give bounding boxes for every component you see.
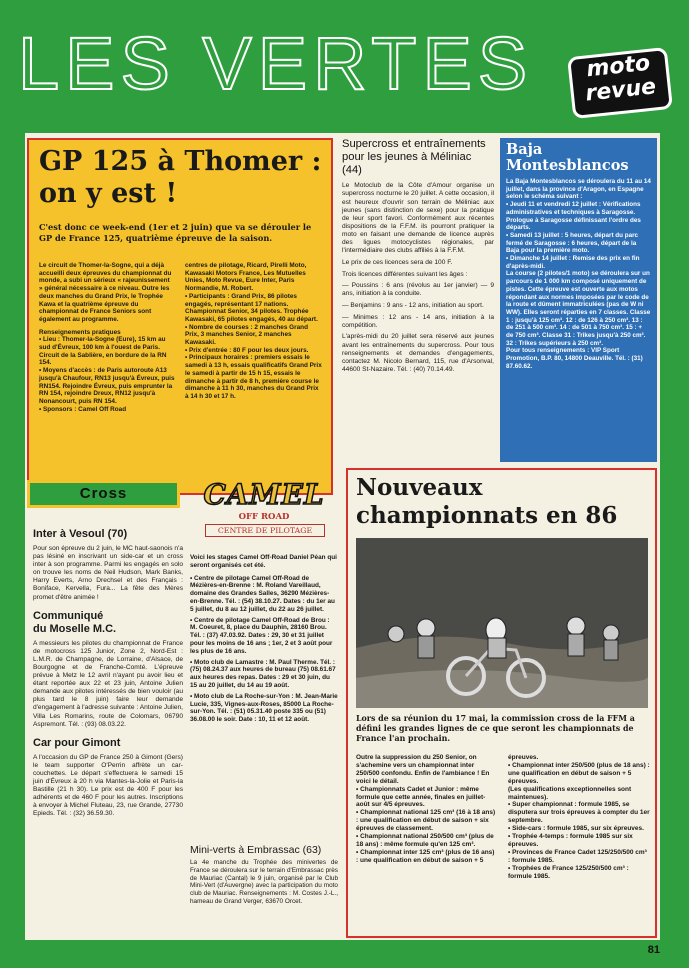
baja-p2: • Samedi 13 juillet : 5 heures, départ du parc fermé de Saragosse : 6 heures, départ de la Baja pour la première moto. xyxy=(506,231,639,255)
nouveaux-col2-p0: épreuves. xyxy=(508,754,539,761)
camel-logo-sub1: OFF ROAD xyxy=(238,512,290,522)
camel-logo xyxy=(199,478,329,550)
baja-body xyxy=(506,178,651,371)
embrassac-article xyxy=(190,844,338,909)
nouveaux-col1-p1: • Championnats Cadet et Junior : même formule que cette année, finales en juillet-août sur 4/5 épreuves. xyxy=(356,785,486,809)
camel-logo-word: CAMEL xyxy=(203,478,325,511)
thomer-col1-p2: • Lieu : Thomer-la-Sogne (Eure), 15 km au sud d'Évreux, 100 km à l'ouest de Paris. Circuit de la Sablière, en bordure de la RN 154. xyxy=(39,336,167,367)
moselle-p0: A messieurs les pilotes du championnat de France de motocross 125 Junior, Zone 2, Nord-Est : L.M.R. de Champagne, de Lorraine, d'Alsace, de Bourgogne et de Franche-Comté. L'épreuve prévue à Metz le 12 avril n'ayant pu avoir lieu et étant reportée aux 22 et 23 juin, Antoine Julien demande aux pilotes intéressés de bien vouloir (au plus tard le 8 juin) faire leur demande d'engagement à l'adresse suivante : Antoine Julien, Villa Les Romarins, route de Colomars, 06790 Aspremont. Tél. : (93) 08.03.22. xyxy=(33,639,183,728)
thomer-col2-p5: • Principaux horaires : premiers essais le samedi à 13 h, essais qualificatifs Grand Prix le samedi à partir de 15 h 15, essais le dimanche à partir de 8 h, première course le dimanche à 11 h 30, manches du Grand Prix à 14 h 30 et 17 h. xyxy=(185,354,322,400)
thomer-col2-p0: centres de pilotage, Ricard, Pirelli Moto, Kawasaki Motors France, Les Mutuelles Unies, Moto Revue, Eure Inter, Paris Normandie, M. Robert. xyxy=(185,262,307,293)
left-column xyxy=(33,528,183,822)
nouveaux-col2 xyxy=(508,754,650,881)
nouveaux-col2-p7: • Trophées de France 125/250/500 cm³ : formule 1985. xyxy=(508,864,629,880)
supercross-p3: — Poussins : 6 ans (révolus au 1er janvier) — 9 ans, initiation à la conduite. xyxy=(342,282,494,298)
embrassac-title: Mini-verts à Embrassac (63) xyxy=(190,844,322,856)
camel-intro: Voici les stages Camel Off-Road Daniel Péan qui seront organisés cet été. xyxy=(190,554,337,569)
camel-logo-sub2: CENTRE DE PILOTAGE xyxy=(205,524,325,537)
masthead xyxy=(0,0,689,133)
supercross-p5: — Minimes : 12 ans - 14 ans, initiation à la compétition. xyxy=(342,313,494,329)
nouveaux-article xyxy=(346,468,657,938)
supercross-p1: Le prix de ces licences sera de 100 F. xyxy=(342,258,453,266)
thomer-col1-p1: Renseignements pratiques xyxy=(39,328,121,336)
thomer-col2-p3: • Nombre de courses : 2 manches Grand Prix, 3 manches Senior, 2 manches Kawasaki. xyxy=(185,323,308,347)
moselle-body xyxy=(33,640,183,729)
supercross-article xyxy=(342,138,494,456)
thomer-title-line1: GP 125 à Thomer : xyxy=(39,146,322,177)
baja-p3: • Dimanche 14 juillet : Remise des prix en fin d'après-midi. xyxy=(506,255,640,270)
supercross-p4: — Benjamins : 9 ans - 12 ans, initiation au sport. xyxy=(342,301,484,309)
right-margin-strip xyxy=(660,133,689,968)
logo-top-text: moto xyxy=(585,50,652,83)
gimont-body xyxy=(33,754,183,819)
nouveaux-col2-p6: • Provinces de France Cadet 125/250/500 cm³ : formule 1985. xyxy=(508,848,647,864)
left-margin-strip xyxy=(0,133,25,968)
nouveaux-title-line1: Nouveaux xyxy=(356,474,483,501)
camel-body xyxy=(190,554,338,724)
embrassac-body xyxy=(190,859,338,906)
baja-p5: Pour tous renseignements : VIP Sport Promotion, B.P. 80, 14800 Deauville. Tél. : (31) 87.60.62. xyxy=(506,347,643,370)
thomer-col2-p4: • Prix d'entrée : 80 F pour les deux jours. xyxy=(185,346,309,354)
thomer-title xyxy=(39,146,322,210)
nouveaux-col2-p2: (Les qualifications exceptionnelles sont maintenues). xyxy=(508,785,632,801)
nouveaux-col2-p5: • Trophée 4-temps : formule 1985 sur six épreuves. xyxy=(508,833,633,848)
camel-article xyxy=(190,478,338,836)
supercross-p6: L'après-midi du 20 juillet sera réservé aux jeunes avant les entraînements du supercross. Pour tous renseignements et demandes d'engagements, contactez M. Nicolo Bernard, 115, rue d'Arsonval, 44600 St-Nazaire. Tél. : (40) 70.14.49. xyxy=(342,333,494,373)
bottom-strip xyxy=(0,940,689,968)
thomer-col1 xyxy=(39,262,175,413)
nouveaux-lead: Lors de sa réunion du 17 mai, la commission cross de la FFM a défini les grandes lignes de ce que seront les championnats de France l'an prochain. xyxy=(356,714,635,743)
camel-p1: • Centre de pilotage Camel Off-Road de Brou : M. Coeuret, 8, place du Dauphin, 28160 Brou. Tél. : (37) 47.03.92. Dates : 29, 30 et 31 juillet pour les moins de 16 ans ; 1er, 2 et 3 août pour les plus de 16 ans. xyxy=(190,616,333,655)
nouveaux-col2-p1: • Championnat inter 250/500 (plus de 18 ans) : une qualification en début de saison + 5 épreuves. xyxy=(508,761,650,785)
camel-p2: • Moto club de Lamastre : M. Paul Therme. Tél. : (75) 08.24.37 aux heures de bureau (75) 08.61.67 aux heures des repas. Dates : 29 et 30 juin, du 15 au 20 juillet, du 14 au 19 août. xyxy=(190,658,336,689)
thomer-col1-p4: • Sponsors : Camel Off Road xyxy=(39,405,127,413)
thomer-title-line2: on y est ! xyxy=(39,178,178,209)
page-number: 81 xyxy=(647,944,660,956)
cross-label-text: Cross xyxy=(79,485,128,502)
nouveaux-col2-p4: • Side-cars : formule 1985, sur six épreuves. xyxy=(508,825,644,833)
nouveaux-col2-p3: • Super championnat : formule 1985, se disputera sur trois épreuves à compter du 1er septembre. xyxy=(508,801,650,825)
baja-p0: La Baja Montesblancos se déroulera du 11 au 14 juillet, dans la province d'Aragon, en Espagne selon le schéma suivant : xyxy=(506,178,651,201)
baja-p4: La course (2 pilotes/1 moto) se déroulera sur un parcours de 1 000 km composé uniquement de pistes. Cette épreuve est ouverte aux motos répondant aux normes imposées par le code de la route et dûment immatriculées (pas de W ni WW). Elles seront réparties en 7 classes. Classe 1 : jusqu'à 125 cm³. 12 : de 126 à 250 cm³. 13 : de 251 à 500 cm³. 14 : de 501 à 750 cm³. 15 : + de 750 cm³. Classe 31 : Trikes jusqu'à 250 cm³. 32 : Trikes supérieurs à 250 cm³. xyxy=(506,270,651,347)
gimont-p0: A l'occasion du GP de France 250 à Gimont (Gers) le team supporter O'Perrin affrète un car-couchettes. Le départ s'effectuera le samedi 15 juin d'Évreux à 20 h via Mantes-la-Jolie et Paris-la Bastille (21 h 30). Le prix est de 400 F pour les adhérents et de 460 F pour les autres. Inscriptions à envoyer à Michel Fluteau, 23, rue Grande, 27730 Epieds. Tél. : (32) 36.59.30. xyxy=(33,753,183,818)
baja-title xyxy=(506,142,629,174)
camel-p0: • Centre de pilotage Camel Off-Road de Mézières-en-Brenne : M. Roland Vareillaud, domaine des Grandes Salles, 36290 Mézières-en-Brenne. Tél. : (54) 38.10.27. Dates : du 1er au 5 juillet, du 8 au 12 juillet, du 22 au 26 juillet. xyxy=(190,574,335,613)
motocross-photo xyxy=(356,538,648,708)
nouveaux-col1 xyxy=(356,754,498,865)
masthead-title: LES VERTES xyxy=(18,22,534,105)
motocross-photo-svg xyxy=(356,538,648,708)
vesoul-p0: Pour son épreuve du 2 juin, le MC haut-saonois n'a pas lésiné en inscrivant un side-car et un cross inter à son programme. Parmi les engagés en solo on trouve les noms de Neil Hudson, Mark Banks, Harry Everts, Arno Drechsel et des Français : Boniface, Kervella, Fura... La fête des Mères promet d'être animée ! xyxy=(33,545,183,601)
nouveaux-col1-p0: Outre la suppression du 250 Senior, on s'achemine vers un championnat inter 250/500 confondu. Enfin de l'ambiance ! En voici le détail. xyxy=(356,754,490,785)
baja-p1: • Jeudi 11 et vendredi 12 juillet : Vérifications administratives et techniques à Saragosse. Prologue à Saragosse définissant l'ordre des départs. xyxy=(506,201,641,232)
embrassac-p0: La 4e manche du Trophée des minivertes de France se déroulera sur le terrain d'Embrassac près de Mauriac (Cantal) le 9 juin, organisé par le Club Mini-Vert (d'Auvergne) avec la participation du moto club de Mauriac. Renseignements : M. Costes J.-L., hameau de Grand Verger, 63670 Orcet. xyxy=(190,859,338,905)
nouveaux-title xyxy=(356,474,617,530)
nouveaux-col1-p2: • Championnat national 125 cm³ (16 à 18 ans) : une qualification en début de saison + six épreuves de classement. xyxy=(356,809,496,833)
moselle-title xyxy=(33,610,183,636)
nouveaux-col1-p3: • Championnat national 250/500 cm³ (plus de 18 ans) : même formule qu'en 125 cm³. xyxy=(356,833,494,848)
thomer-article xyxy=(27,138,333,495)
camel-p3: • Moto club de La Roche-sur-Yon : M. Jean-Marie Lucie, 335, Vignes-aux-Roses, 85000 La Roche-sur-Yon. Tél. : (51) 05.31.40 poste 335 ou (51) 36.08.00 le soir. Date : 10, 11 et 12 août. xyxy=(190,692,338,724)
vesoul-body xyxy=(33,545,183,602)
nouveaux-title-line2: championnats en 86 xyxy=(356,502,618,529)
thomer-col1-p3: • Moyens d'accès : de Paris autoroute A13 jusqu'à Chaufour, RN13 jusqu'à Évreux, puis RN154. Rejoindre Évreux, puis emprunter la RN 154, rejoindre Dreux, RN12 jusqu'à Nonancourt, puis RN 154. xyxy=(39,367,175,405)
cross-section-label xyxy=(27,480,180,508)
logo-bottom-text: revue xyxy=(584,74,658,107)
thomer-col1-p0: Le circuit de Thomer-la-Sogne, qui a déjà accueilli deux épreuves du championnat du monde, a subi un sérieux « rajeunissement » général nécessaire à ce niveau. Outre les deux manches du Grand Prix, le Trophée Kawa et la quatrième épreuve du championnat de France Seniors sont également au programme. xyxy=(39,262,172,323)
supercross-body xyxy=(342,182,494,374)
moselle-title-line2: du Moselle M.C. xyxy=(33,622,117,635)
nouveaux-col1-p4: • Championnat inter 125 cm³ (plus de 16 ans) : une qualification en début de saison + 5 xyxy=(356,848,495,864)
moto-revue-logo xyxy=(567,47,673,119)
vesoul-title: Inter à Vesoul (70) xyxy=(33,528,128,540)
baja-title-line1: Baja xyxy=(506,141,543,158)
moselle-title-line1: Communiqué xyxy=(33,609,104,622)
supercross-p0: Le Motoclub de la Côte d'Amour organise un supercross nocturne le 20 juillet. A cette occasion, il est heureux d'ouvrir son terrain de Méliniac aux jeunes (sans distinction de sexe) pour la pratique de leur sport favori. Conformément aux récentes dispositions de la F.F.M. ils pourront pratiquer la moto en faisant une demande de licence auprès des ligues motocyclistes régionales, par l'intermédiaire des clubs affiliés à la F.F.M. xyxy=(342,182,494,255)
thomer-lead: C'est donc ce week-end (1er et 2 juin) que va se dérouler le GP de France 125, quatrième épreuve de la saison. xyxy=(39,222,312,243)
baja-title-line2: Montesblancos xyxy=(506,157,629,174)
baja-article xyxy=(500,138,657,462)
supercross-title: Supercross et entraînements pour les jeunes à Méliniac (44) xyxy=(342,138,486,176)
gimont-title: Car pour Gimont xyxy=(33,736,121,749)
thomer-col2-p1: • Participants : Grand Prix, 86 pilotes engagés, représentant 17 nations. xyxy=(185,292,297,308)
thomer-col2-p2: Championnat Senior, 34 pilotes. Trophée Kawasaki, 65 pilotes engagés, 40 au départ. xyxy=(185,308,318,323)
supercross-p2: Trois licences différentes suivant les âges : xyxy=(342,270,468,278)
thomer-col2 xyxy=(185,262,323,401)
